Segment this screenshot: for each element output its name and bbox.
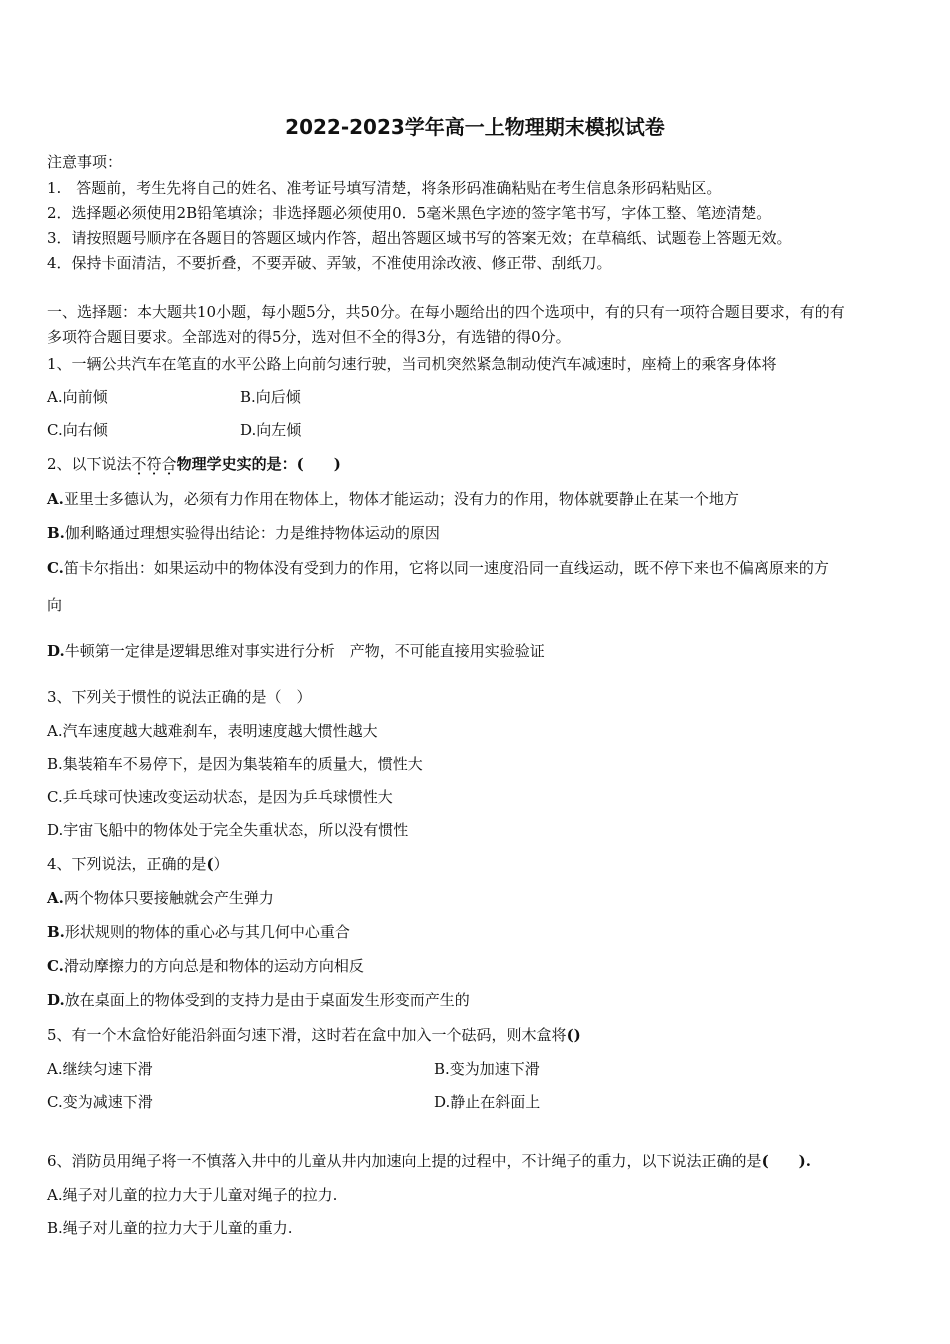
notice-item-3: 3．请按照题号顺序在各题目的答题区域内作答，超出答题区域书写的答案无效；在草稿纸、试题卷上答题无效。 [47, 229, 792, 247]
question-5-option-b: B.变为加速下滑 [434, 1060, 540, 1078]
emphasis-char: 合 [161, 455, 177, 473]
notice-heading: 注意事项： [47, 153, 123, 171]
paren: () [566, 1026, 581, 1044]
option-letter: C. [47, 559, 64, 577]
option-letter: B. [47, 923, 65, 941]
question-4-stem [47, 854, 229, 874]
option-letter: B. [47, 524, 65, 542]
question-3-option-a: A.汽车速度越大越难刹车，表明速度越大惯性越大 [47, 722, 378, 740]
question-5-stem [47, 1025, 581, 1045]
question-1-option-c: C.向右倾 [47, 421, 108, 439]
question-5-option-c: C.变为减速下滑 [47, 1093, 153, 1111]
emphasis-char: 不 [131, 455, 147, 473]
question-6-stem [47, 1151, 811, 1171]
question-4-stem-text: 4、下列说法，正确的是 [47, 855, 207, 873]
page-title: 2022-2023学年高一上物理期末模拟试卷 [285, 115, 665, 139]
question-2-option-c [47, 558, 829, 578]
question-1-option-a: A.向前倾 [47, 388, 108, 406]
option-text: 滑动摩擦力的方向总是和物体的运动方向相反 [63, 957, 364, 975]
question-5-stem-text: 5、有一个木盒恰好能沿斜面匀速下滑，这时若在盒中加入一个砝码，则木盒将 [47, 1026, 567, 1044]
question-2-option-a [47, 489, 739, 509]
option-text: 牛顿第一定律是逻辑思维对事实进行分析 产物，不可能直接用实验验证 [64, 642, 545, 660]
question-6-stem-text: 6、消防员用绳子将一不慎落入井中的儿童从井内加速向上提的过程中，不计绳子的重力，以下说法正确的是 [47, 1152, 762, 1170]
question-5-option-a: A.继续匀速下滑 [47, 1060, 153, 1078]
section-intro-line-2: 多项符合题目要求。全部选对的得5分，选对但不全的得3分，有选错的得0分。 [47, 328, 571, 346]
question-3-option-b: B.集装箱车不易停下，是因为集装箱车的质量大，惯性大 [47, 755, 423, 773]
paren-close: ） [213, 855, 229, 873]
emphasis-char: 符 [146, 455, 162, 473]
question-5-option-d: D.静止在斜面上 [434, 1093, 541, 1111]
paren: ( [206, 855, 214, 873]
option-letter: A. [47, 889, 64, 907]
question-4-option-c [47, 956, 364, 976]
paren: ( ). [761, 1152, 811, 1170]
question-2-stem-prefix: 2、以下说法 [47, 455, 132, 473]
question-4-option-b [47, 922, 350, 942]
question-4-option-d [47, 990, 470, 1010]
question-6-option-b: B.绳子对儿童的拉力大于儿童的重力. [47, 1219, 293, 1237]
option-letter: D. [47, 991, 65, 1009]
option-text: 形状规则的物体的重心必与其几何中心重合 [64, 923, 350, 941]
notice-item-4: 4．保持卡面清洁，不要折叠，不要弄破、弄皱，不准使用涂改液、修正带、刮纸刀。 [47, 254, 612, 272]
option-text: 亚里士多德认为，必须有力作用在物体上，物体才能运动；没有力的作用，物体就要静止在某一个地方 [63, 490, 739, 508]
question-1-option-d: D.向左倾 [240, 421, 302, 439]
question-2-stem [47, 454, 341, 474]
question-2-stem-suffix: 物理学史实的是：( ) [176, 455, 341, 473]
section-intro-line-1: 一、选择题：本大题共10小题，每小题5分，共50分。在每小题给出的四个选项中，有的只有一项符合题目要求，有的有 [47, 303, 845, 321]
question-3-option-d: D.宇宙飞船中的物体处于完全失重状态，所以没有惯性 [47, 821, 409, 839]
question-3-stem: 3、下列关于惯性的说法正确的是（ ） [47, 688, 312, 706]
question-2-option-b [47, 523, 440, 543]
question-3-option-c: C.乒乓球可快速改变运动状态，是因为乒乓球惯性大 [47, 788, 393, 806]
question-1-stem: 1、一辆公共汽车在笔直的水平公路上向前匀速行驶，当司机突然紧急制动使汽车减速时，座椅上的乘客身体将 [47, 355, 777, 373]
option-letter: D. [47, 642, 65, 660]
option-text: 两个物体只要接触就会产生弹力 [63, 889, 274, 907]
option-text: 放在桌面上的物体受到的支持力是由于桌面发生形变而产生的 [64, 991, 470, 1009]
question-6-option-a: A.绳子对儿童的拉力大于儿童对绳子的拉力. [47, 1186, 338, 1204]
question-4-option-a [47, 888, 274, 908]
notice-item-2: 2．选择题必须使用2B铅笔填涂；非选择题必须使用0．5毫米黑色字迹的签字笔书写，字体工整、笔迹清楚。 [47, 204, 772, 222]
question-2-option-d [47, 641, 545, 661]
option-text: 伽利略通过理想实验得出结论：力是维持物体运动的原因 [64, 524, 440, 542]
question-2-option-c-continued: 向 [47, 596, 63, 614]
option-letter: C. [47, 957, 64, 975]
option-letter: A. [47, 490, 64, 508]
notice-item-1: 1. 答题前，考生先将自己的姓名、准考证号填写清楚，将条形码准确粘贴在考生信息条形码粘贴区。 [47, 179, 722, 197]
question-1-option-b: B.向后倾 [240, 388, 301, 406]
option-text: 笛卡尔指出：如果运动中的物体没有受到力的作用，它将以同一速度沿同一直线运动，既不停下来也不偏离原来的方 [63, 559, 829, 577]
